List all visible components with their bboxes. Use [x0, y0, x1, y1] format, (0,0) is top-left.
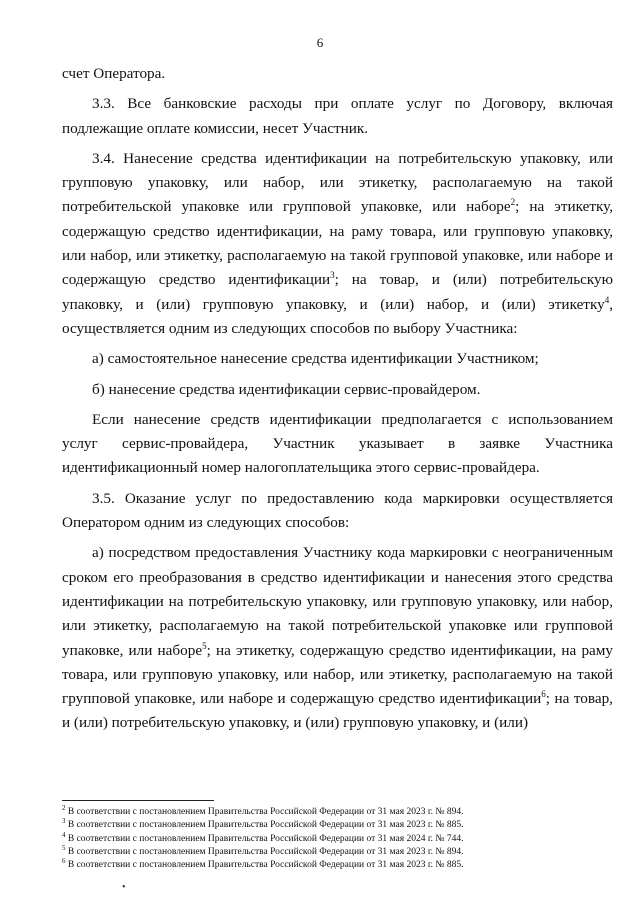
page-number: 6: [316, 35, 324, 50]
paragraph: а) посредством предоставления Участнику кода маркировки с неограниченным сроком его преобразования в средство идентификации и нанесения этого средства идентификации на потребительскую упаковку, или групповую упаковку, или набор, или этикетку, располагаемую на такой потребительской упаковке или групповой упаковке, или наборе$^5$; на этикетку, содержащую средство идентификации, на раму товара, или групповую упаковку, или набор, или этикетку, располагаемую на такой групповой упаковке, или наборе и содержащую средство идентификации$^6$; на товар, и (или) потребительскую упаковку, и (или) групповую упаковку, и (или): [62, 544, 614, 732]
footnote: [62, 859, 613, 872]
paragraph: Если нанесение средств идентификации предполагается с использованием услуг сервис-провайдера, Участник указывает в заявке Участника идентификационный номер налогоплательщика этого сервис-провайдера.: [62, 410, 613, 477]
footnote: [62, 803, 613, 819]
footnote-number: 4: [62, 830, 66, 839]
paragraph: б) нанесение средства идентификации сервис-провайдером.: [92, 380, 481, 398]
footnote-text: В соответствии с постановлением Правительства Российской Федерации от 31 мая 2023 г. № 885.: [67, 860, 464, 871]
footnote-ref: 4: [604, 294, 610, 305]
paragraph: 3.3. Все банковские расходы при оплате услуг по Договору, включая подлежащие оплате комиссии, несет Участник.: [62, 95, 613, 137]
footnote-number: 3: [62, 817, 66, 826]
paragraph: счет Оператора.: [62, 65, 166, 82]
footnote-number: 6: [62, 857, 66, 866]
footnote: [62, 830, 613, 846]
paragraph: 3.4. Нанесение средства идентификации на потребительскую упаковку, или групповую упаковку, или набор, или этикетку, располагаемую на такой потребительской упаковке или групповой упаковке, или наборе$^2$; на этикетку, содержащую средство идентификации, на раму товара, или групповую упаковку, или набор, или этикетку, располагаемую на такой групповой упаковке, или наборе и содержащую средство идентификации$^3$; на товар, и (или) потребительскую упаковку, и (или) групповую упаковку, и (или) набор, и (или) этикетку$^4$, осуществляется одним из следующих способов по выбору Участника:: [62, 149, 613, 337]
footnote-text: В соответствии с постановлением Правительства Российской Федерации от 31 мая 2023 г. № 894.: [67, 846, 464, 857]
document-body: [62, 62, 613, 742]
footnote: [62, 819, 613, 832]
footnote-ref: 3: [330, 270, 335, 281]
footnote: [62, 843, 613, 859]
footnote-number: 2: [62, 803, 66, 812]
footnote-text: В соответствии с постановлением Правительства Российской Федерации от 31 мая 2024 г. № 744.: [67, 833, 464, 844]
scan-mark: •: [122, 882, 126, 893]
footnote-number: 5: [62, 843, 66, 852]
footnote-ref: 2: [510, 197, 516, 208]
footnote-text: В соответствии с постановлением Правительства Российской Федерации от 31 мая 2023 г. № 894.: [67, 807, 464, 817]
paragraph: 3.5. Оказание услуг по предоставлению кода маркировки осуществляется Оператором одним из следующих способов:: [62, 489, 613, 532]
footnote-text: В соответствии с постановлением Правительства Российской Федерации от 31 мая 2023 г. № 885.: [67, 820, 464, 831]
paragraph: а) самостоятельное нанесение средства идентификации Участником;: [92, 350, 539, 368]
footnote-ref: 6: [541, 689, 546, 700]
footnotes-block: [62, 803, 613, 872]
footnote-divider: [62, 800, 214, 801]
footnote-ref: 5: [202, 640, 207, 651]
